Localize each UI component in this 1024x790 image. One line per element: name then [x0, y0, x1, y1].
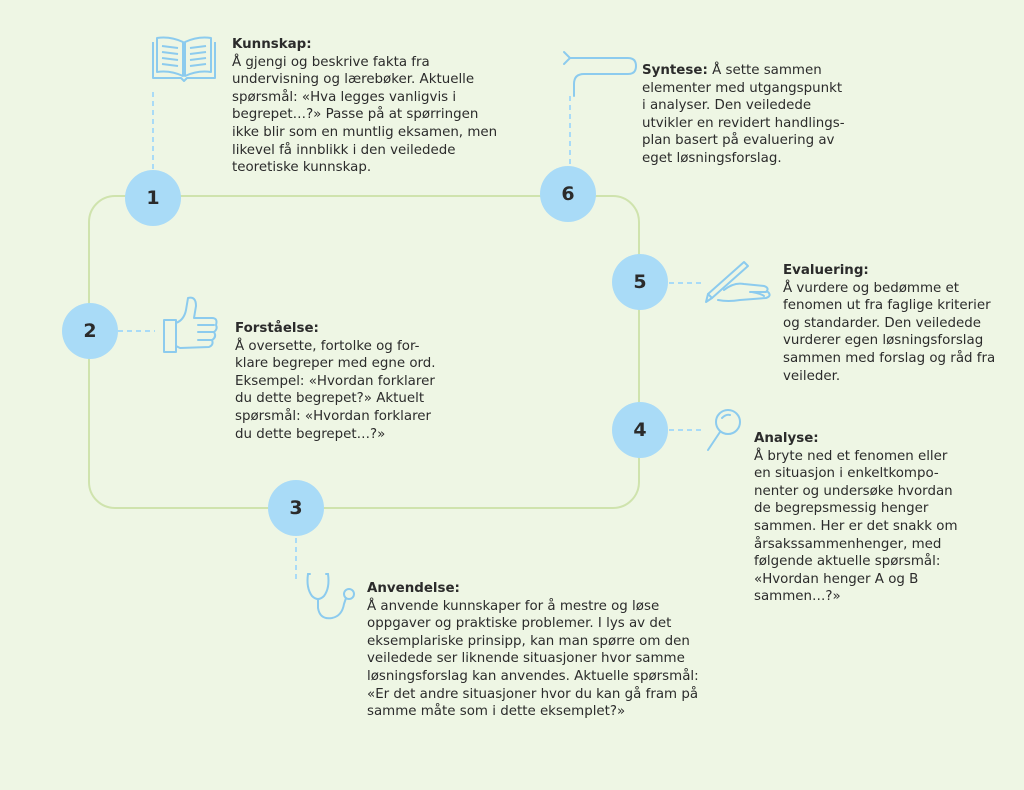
- step-3-text: [367, 580, 707, 721]
- step-3-line: veiledede ser liknende situasjoner hvor samme: [367, 651, 685, 667]
- step-3-number: 3: [289, 497, 303, 519]
- step-5-line: sammen med forslag og råd fra: [783, 350, 996, 366]
- step-3-line: Å anvende kunnskaper for å mestre og løse: [367, 598, 660, 614]
- step-2-title: Forståelse:: [235, 321, 319, 336]
- step-3-circle: [268, 480, 324, 536]
- step-5-title: Evaluering:: [783, 263, 869, 278]
- step-6-line: plan basert på evaluering av: [642, 133, 835, 149]
- step-2-line: Å oversette, fortolke og for-: [235, 338, 420, 354]
- step-6-text: [642, 62, 882, 168]
- step-1-text: [232, 36, 522, 177]
- step-4-number: 4: [633, 419, 647, 441]
- step-2-line: klare begreper med egne ord.: [235, 356, 436, 372]
- step-4-line: Å bryte ned et fenomen eller: [754, 448, 948, 464]
- step-6-line: utvikler en revidert handlings-: [642, 115, 845, 131]
- step-6-circle: [540, 166, 596, 222]
- step-3-line: samme måte som i dette eksemplet?»: [367, 704, 626, 720]
- step-1-line: begrepet…?» Passe på at spørringen: [232, 107, 479, 123]
- step-6-line: elementer med utgangspunkt: [642, 80, 843, 96]
- step-2-line: du dette begrepet?» Aktuelt: [235, 391, 425, 407]
- step-5-line: fenomen ut fra faglige kriterier: [783, 298, 991, 314]
- step-4-line: årsakssammenhenger, med: [754, 536, 942, 552]
- step-5-number: 5: [633, 271, 647, 293]
- step-3-line: «Er det andre situasjoner hvor du kan gå fram på: [367, 686, 699, 702]
- stethoscope-icon: [304, 570, 360, 622]
- step-1-number: 1: [146, 187, 160, 209]
- step-5-line: veileder.: [783, 368, 841, 384]
- step-2-circle: [62, 303, 118, 359]
- step-3-line: løsningsforslag kan anvendes. Aktuelle spørsmål:: [367, 668, 699, 684]
- step-1-line: teoretiske kunnskap.: [232, 160, 372, 176]
- step-4-line: følgende aktuelle spørsmål:: [754, 554, 941, 570]
- step-3-line: eksemplariske prinsipp, kan man spørre om den: [367, 633, 690, 649]
- step-4-title: Analyse:: [754, 431, 819, 446]
- step-6-intro: Å sette sammen: [712, 63, 822, 78]
- step-5-line: Å vurdere og bedømme et: [783, 280, 959, 296]
- step-2-line: Eksempel: «Hvordan forklarer: [235, 373, 435, 389]
- step-6-first-line: [642, 62, 882, 80]
- step-6-number: 6: [561, 183, 575, 205]
- step-4-line: nenter og undersøke hvordan: [754, 483, 953, 499]
- step-5-circle: [612, 254, 668, 310]
- step-2-line: spørsmål: «Hvordan forklarer: [235, 408, 432, 424]
- step-1-line: undervisning og lærebøker. Aktuelle: [232, 72, 475, 88]
- open-book-icon: [150, 34, 218, 84]
- writing-hand-icon: [704, 258, 776, 306]
- step-1-line: likevel få innblikk i den veiledede: [232, 142, 456, 158]
- step-4-line: «Hvordan henger A og B: [754, 571, 919, 587]
- step-4-line: en situasjon i enkeltkompo-: [754, 466, 939, 482]
- step-6-line: i analyser. Den veiledede: [642, 98, 812, 114]
- step-1-circle: [125, 170, 181, 226]
- step-6-line: eget løsningsforslag.: [642, 150, 782, 166]
- step-5-line: vurderer egen løsningsforslag: [783, 333, 984, 349]
- step-2-line: du dette begrepet…?»: [235, 426, 386, 442]
- step-3-line: oppgaver og praktiske problemer. I lys av det: [367, 616, 672, 632]
- step-2-number: 2: [83, 320, 97, 342]
- step-4-line: sammen. Her er det snakk om: [754, 518, 958, 534]
- step-2-text: [235, 320, 465, 443]
- step-1-line: spørsmål: «Hva legges vanligvis i: [232, 89, 457, 105]
- step-4-text: [754, 430, 984, 606]
- thumbs-up-icon: [158, 292, 220, 358]
- step-4-line: de begrepsmessig henger: [754, 501, 929, 517]
- step-4-circle: [612, 402, 668, 458]
- winding-path-icon: [560, 46, 640, 102]
- step-1-line: Å gjengi og beskrive fakta fra: [232, 54, 430, 70]
- step-1-line: ikke blir som en muntlig eksamen, men: [232, 124, 498, 140]
- magnifier-icon: [704, 406, 744, 456]
- step-5-text: [783, 262, 1019, 385]
- step-3-title: Anvendelse:: [367, 581, 460, 596]
- step-5-line: og standarder. Den veiledede: [783, 315, 981, 331]
- step-6-title: Syntese:: [642, 63, 708, 78]
- step-4-line: sammen…?»: [754, 589, 841, 605]
- step-1-title: Kunnskap:: [232, 37, 312, 52]
